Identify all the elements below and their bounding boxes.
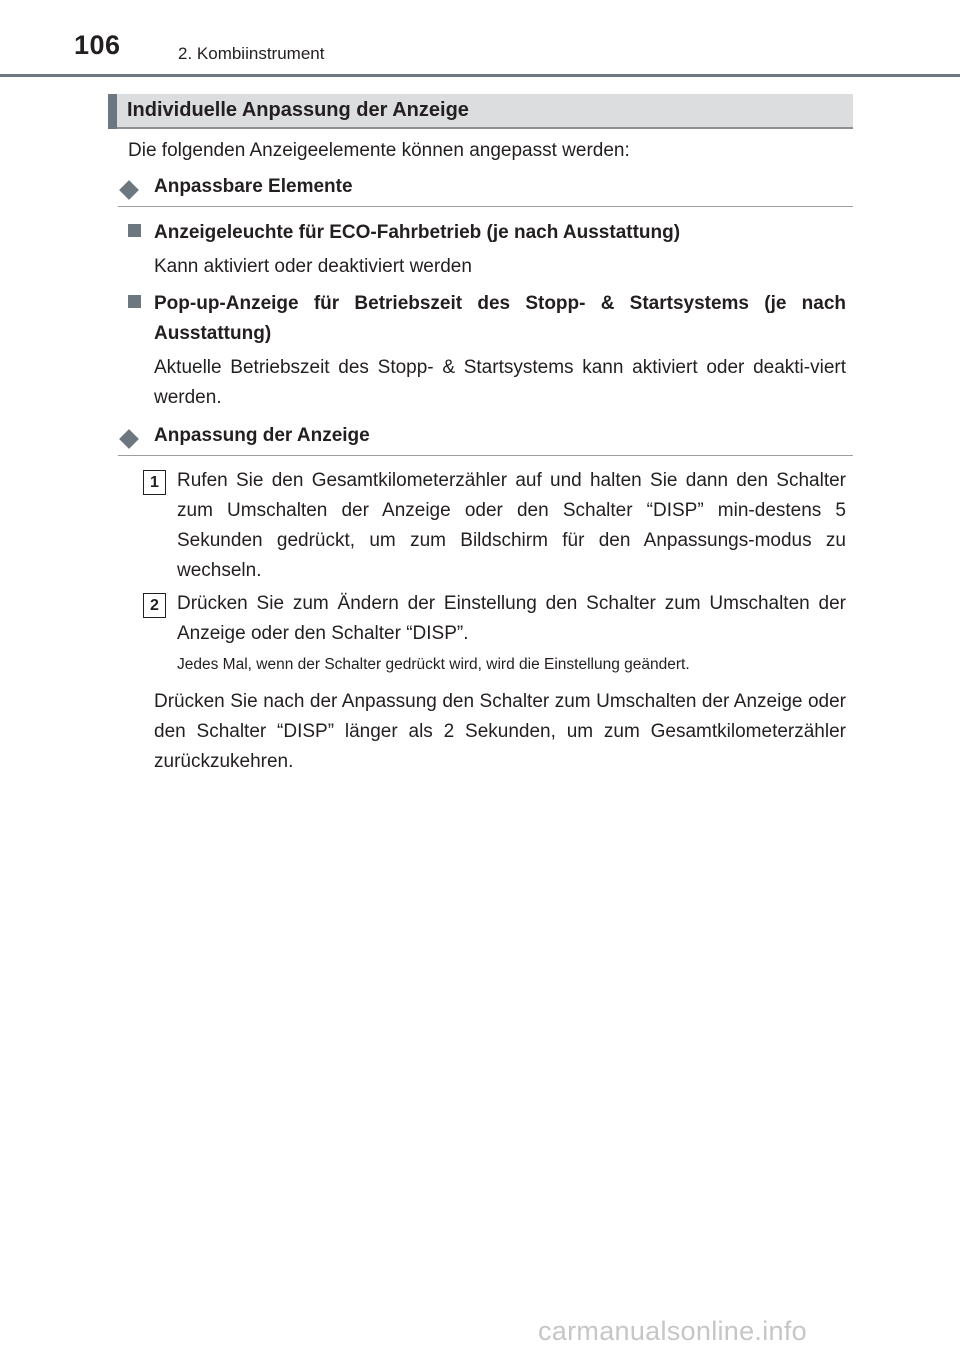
step-item: [143, 466, 846, 586]
diamond-bullet-icon: [119, 429, 139, 449]
subheading-label: Anpassbare Elemente: [154, 176, 353, 197]
list-item-title: Anzeigeleuchte für ECO-Fahrbetrieb (je nach Ausstattung): [154, 222, 681, 243]
page-number: 106: [74, 30, 121, 60]
list-item: [128, 289, 846, 413]
section-banner: [108, 94, 853, 129]
subheading-label: Anpassung der Anzeige: [154, 425, 370, 446]
step-note: Jedes Mal, wenn der Schalter gedrückt wird, wird die Einstellung geändert.: [177, 656, 690, 673]
square-bullet-icon: [128, 295, 141, 308]
diamond-bullet-icon: [119, 180, 139, 200]
section-title: Individuelle Anpassung der Anzeige: [127, 99, 469, 121]
step-text: Rufen Sie den Gesamtkilometerzähler auf und halten Sie dann den Schalter zum Umschalten der Anzeige oder den Schalter “DISP” min-destens 5 Sekunden gedrückt, um zum Bildschirm für den Anpassungs-modus zu wechseln.: [177, 470, 846, 581]
list-item-text: Aktuelle Betriebszeit des Stopp- & Startsystems kann aktiviert oder deakti-viert werden.: [154, 357, 846, 408]
list-item-text: Kann aktiviert oder deaktiviert werden: [154, 256, 472, 277]
page-header: [0, 0, 960, 78]
closing-paragraph: Drücken Sie nach der Anpassung den Schalter zum Umschalten der Anzeige oder den Schalter “DISP” länger als 2 Sekunden, um zum Gesamtkilometerzähler zurückzukehren.: [154, 691, 846, 772]
section-banner-accent: [108, 94, 117, 129]
header-divider: [0, 74, 960, 77]
step-item: [143, 589, 846, 649]
subheading-adjust: [118, 425, 853, 456]
step-number-badge: 1: [143, 470, 166, 495]
list-item-title: Pop-up-Anzeige für Betriebszeit des Stopp- & Startsystems (je nach Ausstattung): [154, 293, 846, 344]
list-item: [128, 218, 846, 282]
section-intro: Die folgenden Anzeigeelemente können angepasst werden:: [128, 140, 630, 161]
step-text: Drücken Sie zum Ändern der Einstellung den Schalter zum Umschalten der Anzeige oder den Schalter “DISP”.: [177, 593, 846, 644]
watermark: carmanualsonline.info: [538, 1316, 807, 1346]
subheading-customizable: [118, 176, 853, 207]
square-bullet-icon: [128, 224, 141, 237]
step-number-badge: 2: [143, 593, 166, 618]
chapter-title: 2. Kombiinstrument: [178, 44, 325, 63]
